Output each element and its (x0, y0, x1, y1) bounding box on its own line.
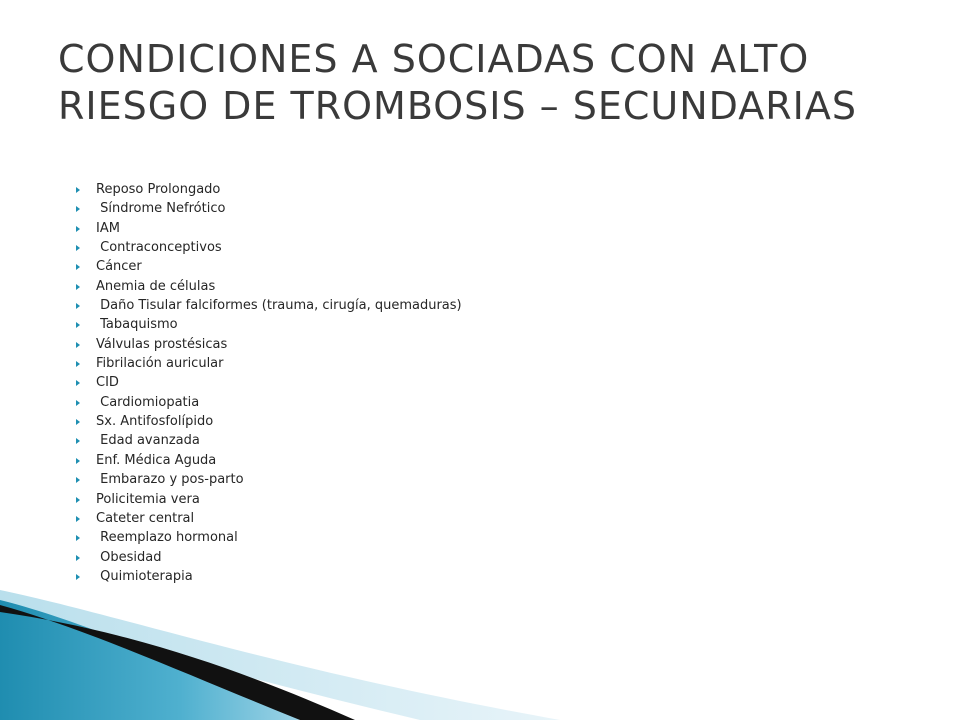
list-item-text: Anemia de células (96, 278, 216, 294)
list-item (76, 528, 462, 547)
list-item (76, 335, 462, 354)
list-item-text: Fibrilación auricular (96, 356, 224, 372)
list-item (76, 373, 462, 392)
list-item (76, 490, 462, 509)
list-item-text: Cateter central (96, 510, 195, 526)
bullet-arrow-icon (76, 284, 80, 290)
list-item-text: Válvulas prostésicas (96, 336, 228, 352)
list-item (76, 277, 462, 296)
list-item-text: Enf. Médica Aguda (96, 452, 217, 468)
list-item-text: Edad avanzada (96, 433, 200, 449)
bullet-arrow-icon (76, 458, 80, 464)
list-item-text: Contraconceptivos (96, 240, 222, 256)
list-item-text: Reemplazo hormonal (96, 530, 238, 546)
list-item (76, 238, 462, 257)
list-item-text: Tabaquismo (96, 317, 178, 333)
bullet-arrow-icon (76, 245, 80, 251)
list-item (76, 219, 462, 238)
list-item-text: CID (96, 375, 119, 391)
list-item (76, 412, 462, 431)
bullet-arrow-icon (76, 187, 80, 193)
list-item-text: Embarazo y pos-parto (96, 472, 244, 488)
list-item (76, 180, 462, 199)
bullet-arrow-icon (76, 380, 80, 386)
list-item (76, 199, 462, 218)
list-item-text: Cardiomiopatia (96, 394, 200, 410)
bullet-arrow-icon (76, 342, 80, 348)
list-item (76, 354, 462, 373)
list-item (76, 257, 462, 276)
bullet-arrow-icon (76, 322, 80, 328)
list-item (76, 393, 462, 412)
list-item-text: Reposo Prolongado (96, 182, 221, 197)
bullet-arrow-icon (76, 361, 80, 367)
list-item (76, 315, 462, 334)
wave-decoration (0, 560, 960, 720)
list-item-text: IAM (96, 220, 120, 236)
list-item (76, 509, 462, 528)
list-item (76, 470, 462, 489)
bullet-arrow-icon (76, 303, 80, 309)
slide-title-line-2: RIESGO DE TROMBOSIS – SECUNDARIAS (58, 84, 857, 128)
bullet-list (76, 180, 462, 586)
list-item (76, 296, 462, 315)
list-item-text: Policitemia vera (96, 491, 200, 507)
bullet-arrow-icon (76, 206, 80, 212)
bullet-arrow-icon (76, 264, 80, 270)
slide-title (58, 36, 938, 130)
bullet-arrow-icon (76, 226, 80, 232)
bullet-arrow-icon (76, 438, 80, 444)
bullet-arrow-icon (76, 419, 80, 425)
bullet-arrow-icon (76, 516, 80, 522)
list-item-text: Obesidad (96, 549, 162, 565)
list-item-text: Quimioterapia (96, 568, 193, 584)
list-item-text: Síndrome Nefrótico (96, 201, 226, 217)
list-item-text: Cáncer (96, 259, 142, 275)
bullet-arrow-icon (76, 477, 80, 483)
list-item-text: Daño Tisular falciformes (trauma, cirugía, quemaduras) (96, 298, 462, 314)
bullet-arrow-icon (76, 497, 80, 503)
bullet-arrow-icon (76, 400, 80, 406)
bullet-arrow-icon (76, 535, 80, 541)
list-item-text: Sx. Antifosfolípido (96, 414, 214, 430)
list-item (76, 431, 462, 450)
list-item (76, 451, 462, 470)
slide-title-line-1: CONDICIONES A SOCIADAS CON ALTO (58, 37, 810, 81)
